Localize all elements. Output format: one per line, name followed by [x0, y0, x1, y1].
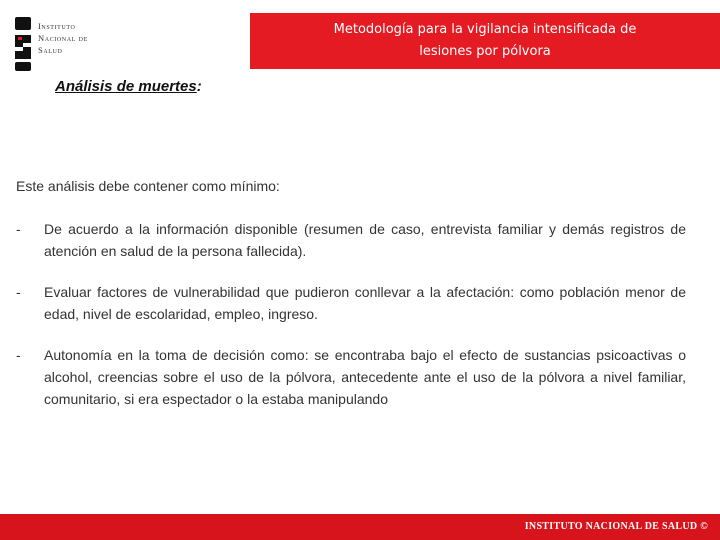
logo-line-2: Nacional de — [38, 33, 88, 43]
list-item — [16, 344, 686, 410]
list-item-text: Autonomía en la toma de decisión como: se encontraba bajo el efecto de sustancias psicoactivas o alcohol, creencias sobre el uso de la pólvora, antecedente ante el uso de la pólvora a nivel familiar, comunitario, si era espectador o la estaba manipulando — [44, 347, 686, 407]
list-bullet: - — [16, 284, 21, 300]
list-bullet: - — [16, 347, 21, 363]
footer-text: INSTITUTO NACIONAL DE SALUD © — [524, 521, 708, 532]
logo-line-3: Salud — [38, 45, 63, 55]
header-title-line-2: lesiones por pólvora — [419, 44, 551, 59]
intro-text: Este análisis debe contener como mínimo: — [16, 178, 280, 194]
header-banner — [250, 13, 720, 69]
logo-line-1: Instituto — [38, 21, 76, 31]
list-item — [16, 218, 686, 262]
list-item-text: Evaluar factores de vulnerabilidad que pudieron conllevar a la afectación: como población menor de edad, nivel de escolaridad, empleo, ingreso. — [44, 284, 686, 322]
list-item-text: De acuerdo a la información disponible (resumen de caso, entrevista familiar y demás registros de atención en salud de la persona fallecida). — [44, 221, 686, 259]
list-bullet: - — [16, 221, 21, 237]
section-title — [55, 78, 202, 95]
institution-logo — [12, 15, 122, 75]
ins-logo-icon — [12, 15, 34, 73]
logo-wordmark — [38, 20, 88, 56]
requirements-list — [16, 218, 686, 429]
list-item — [16, 281, 686, 325]
footer-banner — [0, 514, 720, 540]
section-title-text: Análisis de muertes — [55, 78, 197, 95]
header-title-line-1: Metodología para la vigilancia intensificada de — [333, 22, 637, 37]
section-title-colon: : — [196, 78, 202, 95]
